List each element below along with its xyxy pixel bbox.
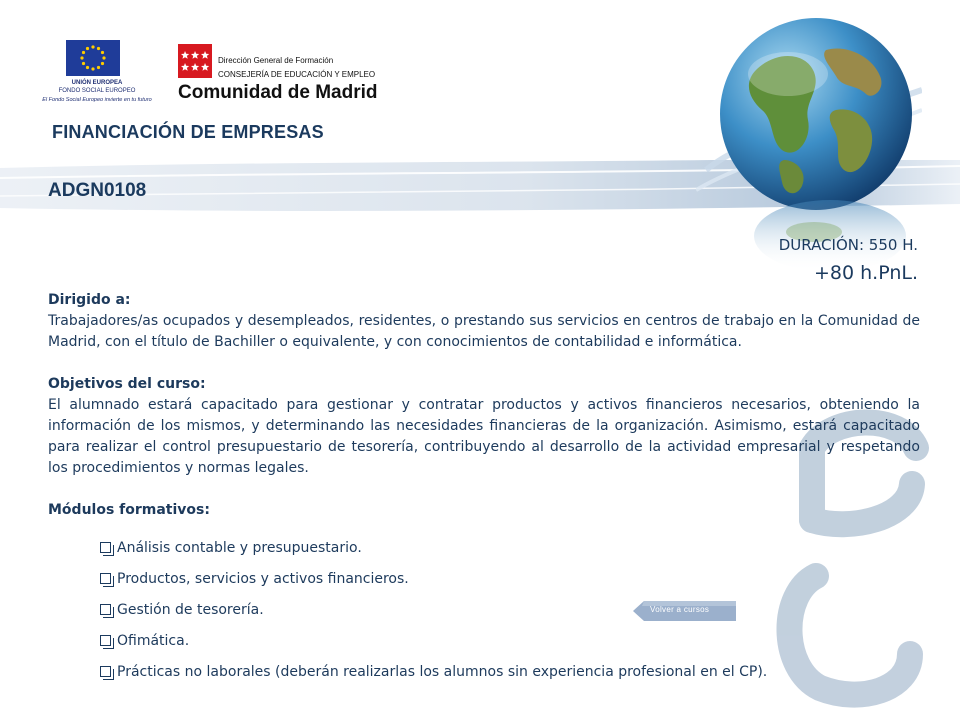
course-area-title: FINANCIACIÓN DE EMPRESAS: [52, 122, 324, 142]
module-label: Análisis contable y presupuestario.: [117, 539, 362, 556]
madrid-ministry-line: CONSEJERÍA DE EDUCACIÓN Y EMPLEO: [218, 70, 376, 79]
list-item: [100, 625, 860, 656]
target-text: Trabajadores/as ocupados y desempleados, residentes, o prestando sus servicios en centros de trabajo en la Comunidad de Madrid, con el título de Bachiller o equivalente, y con conocimientos de contabilidad e informática.: [48, 313, 920, 350]
course-code: ADGN0108: [48, 180, 147, 201]
madrid-flag-icon: [178, 44, 212, 78]
objectives-title: Objetivos del curso:: [48, 376, 206, 392]
module-label: Prácticas no laborales (deberán realizarlas los alumnos sin experiencia profesional en el CP).: [117, 663, 768, 680]
target-title: Dirigido a:: [48, 292, 131, 308]
checkbox-bullet-icon: [100, 635, 111, 646]
checkbox-bullet-icon: [100, 542, 111, 553]
checkbox-bullet-icon: [100, 604, 111, 615]
eu-line2: FONDO SOCIAL EUROPEO: [58, 88, 136, 94]
course-duration: DURACIÓN: 550 H.: [778, 236, 918, 254]
modules-title: Módulos formativos:: [48, 502, 210, 518]
list-item: [100, 532, 860, 563]
modules-list: [100, 532, 860, 687]
eu-logo: [36, 40, 158, 108]
madrid-dept-line: Dirección General de Formación: [218, 56, 334, 65]
madrid-name: Comunidad de Madrid: [178, 82, 378, 103]
eu-flag-icon: [66, 40, 120, 76]
checkbox-bullet-icon: [100, 666, 111, 677]
objectives-section: [48, 374, 920, 479]
list-item: [100, 563, 860, 594]
target-section: [48, 290, 920, 353]
module-label: Gestión de tesorería.: [117, 601, 264, 618]
eu-line1: UNIÓN EUROPEA: [71, 80, 123, 86]
back-to-courses-button[interactable]: [632, 600, 736, 622]
objectives-text: El alumnado estará capacitado para gestionar y contratar productos y activos financieros necesarios, obteniendo la información de los mismos, y determinando las necesidades financieras de la organización. Asimismo, estará capacitado para realizar el control presupuestario de tesorería, contribuyendo al desarrollo de la actividad empresarial y respetando los procedimientos y normas legales.: [48, 397, 920, 476]
back-button-label: Volver a cursos: [650, 605, 710, 614]
course-extra-hours: +80 h.PnL.: [813, 262, 918, 284]
madrid-logo: [178, 44, 393, 104]
eu-tagline: El Fondo Social Europeo invierte en tu futuro: [42, 97, 152, 103]
list-item: [100, 594, 860, 625]
module-label: Productos, servicios y activos financieros.: [117, 570, 409, 587]
modules-section: [48, 500, 920, 521]
checkbox-bullet-icon: [100, 573, 111, 584]
module-label: Ofimática.: [117, 632, 190, 649]
list-item: [100, 656, 860, 687]
